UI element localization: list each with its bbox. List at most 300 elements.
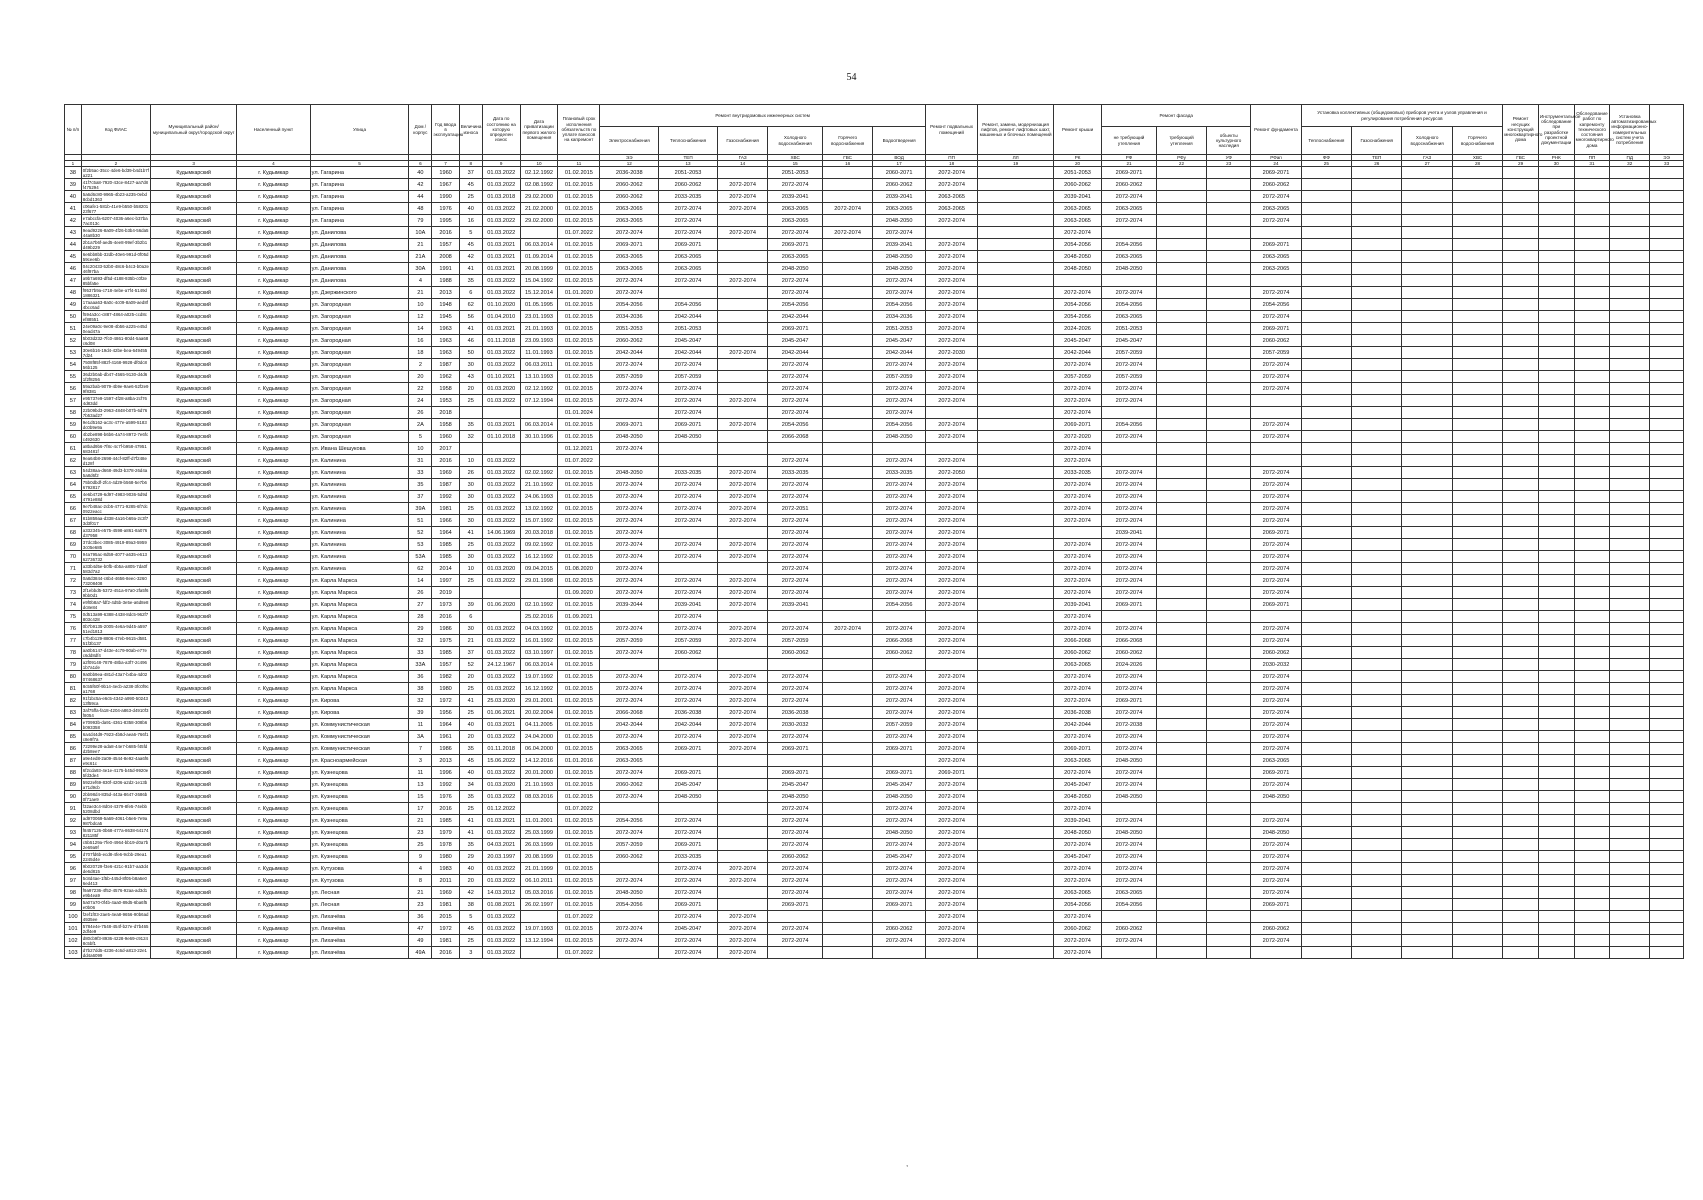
- cell-lift: [978, 587, 1054, 599]
- cell-num: 82: [65, 695, 82, 707]
- cell-x5: [1650, 947, 1684, 959]
- cell-tep: 2072-2074: [659, 731, 718, 743]
- cell-m4: [1452, 323, 1502, 335]
- cell-x5: [1650, 923, 1684, 935]
- cell-year: 1986: [432, 623, 459, 635]
- cell-rfap: [1207, 263, 1251, 275]
- cell-hvs: 2072-2074: [768, 731, 823, 743]
- header-extra-1: Ремонт несущих конструкций многоквартирного дома: [1503, 105, 1539, 155]
- table-row: [65, 263, 1684, 275]
- cell-rk: 2033-2035: [1053, 467, 1101, 479]
- cell-fias: 9e1d5162-ac3c-477e-a599-5183dc0b9e9a: [81, 419, 150, 431]
- cell-gvs: [822, 215, 872, 227]
- cell-m2: [1352, 407, 1402, 419]
- cell-d2: 20.03.2018: [520, 527, 558, 539]
- cell-x4: [1610, 923, 1650, 935]
- cell-m2: [1352, 815, 1402, 827]
- cell-hvs: 2063-2065: [768, 215, 823, 227]
- cell-d1: 01.03.2022: [482, 275, 520, 287]
- cell-rf: 2045-2047: [1102, 335, 1157, 347]
- cell-m2: [1352, 671, 1402, 683]
- cell-x3: [1574, 215, 1610, 227]
- table-row: [65, 719, 1684, 731]
- cell-street: ул. Карла Маркса: [310, 671, 409, 683]
- cell-pp: 2072-2074: [925, 647, 977, 659]
- cell-lift: [978, 167, 1054, 179]
- cell-d2: [520, 407, 558, 419]
- cell-d1: 01.03.2021: [482, 719, 520, 731]
- cell-fund: 2030-2032: [1251, 659, 1301, 671]
- cell-house: 36: [409, 911, 432, 923]
- cell-year: 1985: [432, 539, 459, 551]
- cell-pp: 2072-2074: [925, 587, 977, 599]
- cell-gaz: [717, 311, 767, 323]
- cell-gvs: [822, 167, 872, 179]
- cell-year: 1945: [432, 311, 459, 323]
- cell-mun: Кудымкарский: [151, 467, 237, 479]
- cell-pp: 2072-2074: [925, 239, 977, 251]
- cell-ee: [600, 659, 659, 671]
- cell-fund: 2063-2065: [1251, 251, 1301, 263]
- cell-m4: [1452, 563, 1502, 575]
- cell-fund: 2060-2062: [1251, 923, 1301, 935]
- cell-d2: 30.10.1996: [520, 431, 558, 443]
- cell-town: г. Кудымкар: [237, 539, 310, 551]
- cell-d1: 01.03.2022: [482, 179, 520, 191]
- cell-gaz: 2072-2074: [717, 623, 767, 635]
- cell-m3: [1402, 935, 1452, 947]
- cell-m4: [1452, 215, 1502, 227]
- cell-vod: 2072-2074: [873, 575, 926, 587]
- cell-d3: 01.02.2015: [558, 671, 600, 683]
- cell-d3: 01.02.2015: [558, 275, 600, 287]
- cell-x2: [1538, 515, 1574, 527]
- number-cell-6: 6: [409, 161, 432, 167]
- cell-pp: 2072-2074: [925, 707, 977, 719]
- cell-lift: [978, 191, 1054, 203]
- cell-pp: 2072-2074: [925, 575, 977, 587]
- number-cell-11: 11: [558, 161, 600, 167]
- cell-x2: [1538, 947, 1574, 959]
- cell-fias: a33b4d5e-b0fb-4b5a-a805-7da0f583d7a2: [81, 563, 150, 575]
- cell-m4: [1452, 707, 1502, 719]
- cell-rfap: [1207, 359, 1251, 371]
- cell-vod: 2069-2071: [873, 767, 926, 779]
- header-meter-hot-water: Горячего водоснабжения: [1452, 127, 1502, 155]
- cell-m1: [1301, 887, 1351, 899]
- cell-rfu: [1156, 191, 1206, 203]
- cell-d2: [520, 443, 558, 455]
- cell-mun: Кудымкарский: [151, 563, 237, 575]
- cell-gaz: 2072-2074: [717, 191, 767, 203]
- cell-hvs: 2063-2065: [768, 203, 823, 215]
- cell-num: 69: [65, 539, 82, 551]
- cell-rfu: [1156, 203, 1206, 215]
- cell-rf: 2057-2059: [1102, 347, 1157, 359]
- cell-lift: [978, 539, 1054, 551]
- cell-m2: [1352, 851, 1402, 863]
- cell-fias: f9537b9a-c718-4ebe-a7f4-5149d1886321: [81, 287, 150, 299]
- cell-d1: 01.03.2020: [482, 563, 520, 575]
- cell-rfu: [1156, 923, 1206, 935]
- cell-m3: [1402, 791, 1452, 803]
- cell-town: г. Кудымкар: [237, 323, 310, 335]
- cell-x4: [1610, 167, 1650, 179]
- cell-town: г. Кудымкар: [237, 503, 310, 515]
- cell-m4: [1452, 719, 1502, 731]
- cell-vod: [873, 611, 926, 623]
- number-cell-22: 22: [1156, 161, 1206, 167]
- cell-house: 38: [409, 683, 432, 695]
- cell-wear: 21: [459, 635, 482, 647]
- cell-year: 1988: [432, 275, 459, 287]
- cell-rf: 2072-2074: [1102, 767, 1157, 779]
- cell-x4: [1610, 599, 1650, 611]
- cell-gaz: [717, 383, 767, 395]
- cell-d2: 24.06.1993: [520, 491, 558, 503]
- cell-tep: 2072-2074: [659, 827, 718, 839]
- cell-town: г. Кудымкар: [237, 947, 310, 959]
- cell-m4: [1452, 491, 1502, 503]
- cell-rfu: [1156, 383, 1206, 395]
- cell-rk: 2072-2074: [1053, 287, 1101, 299]
- cell-rfap: [1207, 767, 1251, 779]
- cell-rf: 2072-2074: [1102, 551, 1157, 563]
- cell-rfu: [1156, 719, 1206, 731]
- cell-rfap: [1207, 563, 1251, 575]
- cell-x2: [1538, 443, 1574, 455]
- cell-house: 14: [409, 323, 432, 335]
- cell-x2: [1538, 683, 1574, 695]
- cell-fias: f2ef1f03-2ae5-4ea8-9656-90b6ad4935ee: [81, 911, 150, 923]
- header-date-privatization: Дата приватизации первого жилого помещения: [520, 105, 558, 155]
- code-cell-17: ВОД: [873, 155, 926, 161]
- cell-d2: 15.12.2014: [520, 287, 558, 299]
- cell-year: 1992: [432, 491, 459, 503]
- cell-x2: [1538, 815, 1574, 827]
- cell-gaz: [717, 803, 767, 815]
- cell-d2: 05.03.2016: [520, 887, 558, 899]
- cell-wear: 29: [459, 851, 482, 863]
- cell-fund: 2048-2050: [1251, 791, 1301, 803]
- cell-year: 1963: [432, 323, 459, 335]
- cell-x2: [1538, 647, 1574, 659]
- cell-x4: [1610, 623, 1650, 635]
- cell-x3: [1574, 647, 1610, 659]
- cell-lift: [978, 515, 1054, 527]
- table-row: [65, 911, 1684, 923]
- cell-d3: 01.02.2015: [558, 791, 600, 803]
- table-row: [65, 899, 1684, 911]
- cell-rfap: [1207, 395, 1251, 407]
- cell-x1: [1503, 911, 1539, 923]
- cell-rf: 2072-2074: [1102, 839, 1157, 851]
- cell-tep: 2069-2071: [659, 839, 718, 851]
- cell-year: 1987: [432, 359, 459, 371]
- cell-pp: [925, 947, 977, 959]
- cell-m1: [1301, 743, 1351, 755]
- cell-gaz: [717, 299, 767, 311]
- cell-d3: 01.02.2015: [558, 863, 600, 875]
- table-row: [65, 347, 1684, 359]
- cell-m3: [1402, 479, 1452, 491]
- cell-street: ул. Лихачёва: [310, 935, 409, 947]
- cell-fias: 5c8d4ae-1f5b-445d-8f05-b8a6e06ed413: [81, 875, 150, 887]
- cell-m4: [1452, 551, 1502, 563]
- cell-pp: 2072-2074: [925, 263, 977, 275]
- cell-mun: Кудымкарский: [151, 743, 237, 755]
- code-cell-31: ПП: [1574, 155, 1610, 161]
- cell-x4: [1610, 671, 1650, 683]
- cell-fund: 2072-2074: [1251, 623, 1301, 635]
- cell-year: 1957: [432, 239, 459, 251]
- cell-x3: [1574, 767, 1610, 779]
- table-row: [65, 827, 1684, 839]
- cell-gaz: [717, 431, 767, 443]
- cell-hvs: 2072-2074: [768, 515, 823, 527]
- cell-wear: 42: [459, 251, 482, 263]
- cell-mun: Кудымкарский: [151, 551, 237, 563]
- header-meter-cold-water: Холодного водоснабжения: [1402, 127, 1452, 155]
- cell-house: 10: [409, 299, 432, 311]
- cell-street: ул. Кузнецова: [310, 767, 409, 779]
- cell-house: 48: [409, 203, 432, 215]
- cell-house: 15: [409, 791, 432, 803]
- cell-rk: 2072-2074: [1053, 611, 1101, 623]
- table-row: [65, 491, 1684, 503]
- cell-year: 2013: [432, 755, 459, 767]
- cell-rfap: [1207, 743, 1251, 755]
- number-cell-30: 30: [1538, 161, 1574, 167]
- cell-x5: [1650, 899, 1684, 911]
- cell-pp: 2072-2074: [925, 371, 977, 383]
- cell-street: ул. Лесная: [310, 899, 409, 911]
- cell-m2: [1352, 515, 1402, 527]
- cell-rfu: [1156, 431, 1206, 443]
- cell-fund: [1251, 275, 1301, 287]
- cell-m1: [1301, 191, 1351, 203]
- cell-mun: Кудымкарский: [151, 359, 237, 371]
- cell-m3: [1402, 179, 1452, 191]
- cell-pp: 2072-2074: [925, 311, 977, 323]
- table-row: [65, 887, 1684, 899]
- cell-street: ул. Кирова: [310, 707, 409, 719]
- cell-house: 40: [409, 167, 432, 179]
- cell-street: ул. Кузнецова: [310, 851, 409, 863]
- cell-house: 49: [409, 935, 432, 947]
- cell-m3: [1402, 923, 1452, 935]
- cell-m3: [1402, 647, 1452, 659]
- cell-rfap: [1207, 695, 1251, 707]
- cell-num: 95: [65, 851, 82, 863]
- cell-fias: 8c55f60f-9b14-4ecb-a238-3fc0f9ca1768: [82, 683, 149, 694]
- cell-wear: 10: [459, 563, 482, 575]
- cell-rfu: [1156, 647, 1206, 659]
- cell-x3: [1574, 611, 1610, 623]
- cell-tep: 2057-2059: [659, 371, 718, 383]
- cell-gvs: [822, 707, 872, 719]
- table-row: [65, 695, 1684, 707]
- cell-x1: [1503, 479, 1539, 491]
- cell-rfap: [1207, 311, 1251, 323]
- cell-d3: 01.02.2015: [558, 575, 600, 587]
- cell-town: г. Кудымкар: [237, 299, 310, 311]
- cell-x2: [1538, 755, 1574, 767]
- cell-lift: [978, 935, 1054, 947]
- cell-d2: 20.02.2004: [520, 707, 558, 719]
- cell-m4: [1452, 455, 1502, 467]
- cell-rfap: [1207, 599, 1251, 611]
- cell-x2: [1538, 803, 1574, 815]
- header-extra-5: [1650, 105, 1684, 155]
- cell-gaz: [717, 659, 767, 671]
- cell-x4: [1610, 491, 1650, 503]
- cell-gvs: 2072-2074: [822, 227, 872, 239]
- cell-fund: 2072-2074: [1251, 707, 1301, 719]
- cell-d3: 01.02.2015: [558, 383, 600, 395]
- cell-m4: [1452, 755, 1502, 767]
- cell-fund: 2072-2074: [1251, 851, 1301, 863]
- cell-d2: 23.01.1993: [520, 311, 558, 323]
- cell-d2: 13.02.1992: [520, 503, 558, 515]
- cell-house: 11: [409, 767, 432, 779]
- cell-street: ул. Загородная: [310, 347, 409, 359]
- cell-rk: 2042-2044: [1053, 347, 1101, 359]
- cell-x3: [1574, 539, 1610, 551]
- header-foundation: Ремонт фундамента: [1251, 105, 1301, 155]
- cell-mun: Кудымкарский: [151, 683, 237, 695]
- cell-lift: [978, 719, 1054, 731]
- cell-hvs: 2072-2074: [768, 287, 823, 299]
- cell-x4: [1610, 515, 1650, 527]
- cell-x5: [1650, 707, 1684, 719]
- code-cell-13: ТЕП: [659, 155, 718, 161]
- cell-pp: 2072-2074: [925, 383, 977, 395]
- cell-gvs: [822, 731, 872, 743]
- cell-tep: 2072-2074: [659, 587, 718, 599]
- cell-rk: 2072-2074: [1053, 803, 1101, 815]
- cell-rfu: [1156, 263, 1206, 275]
- cell-x1: [1503, 623, 1539, 635]
- cell-m4: [1452, 239, 1502, 251]
- cell-x2: [1538, 851, 1574, 863]
- cell-gvs: [822, 191, 872, 203]
- cell-gaz: 2072-2074: [717, 551, 767, 563]
- cell-vod: 2072-2074: [873, 875, 926, 887]
- cell-x2: [1538, 203, 1574, 215]
- cell-fias: e95737e9-1597-4f28-a8ba-2cf764d83dd: [81, 395, 150, 407]
- cell-year: 1958: [432, 383, 459, 395]
- cell-m1: [1301, 467, 1351, 479]
- cell-pp: 2072-2074: [925, 275, 977, 287]
- cell-rf: 2072-2074: [1102, 383, 1157, 395]
- cell-gaz: [717, 527, 767, 539]
- cell-x5: [1650, 827, 1684, 839]
- table-row: [65, 635, 1684, 647]
- cell-rfu: [1156, 599, 1206, 611]
- cell-year: 1972: [432, 695, 459, 707]
- cell-x4: [1610, 779, 1650, 791]
- cell-ee: 2072-2074: [600, 731, 659, 743]
- cell-x5: [1650, 803, 1684, 815]
- cell-mun: Кудымкарский: [151, 755, 237, 767]
- cell-wear: 26: [459, 467, 482, 479]
- cell-m4: [1452, 695, 1502, 707]
- cell-lift: [978, 755, 1054, 767]
- cell-d2: [520, 227, 558, 239]
- cell-pp: 2072-2074: [925, 215, 977, 227]
- cell-lift: [978, 527, 1054, 539]
- cell-rk: 2063-2065: [1053, 755, 1101, 767]
- cell-d2: 08.03.2016: [520, 791, 558, 803]
- cell-x1: [1503, 755, 1539, 767]
- cell-rf: 2060-2062: [1102, 179, 1157, 191]
- cell-town: г. Кудымкар: [237, 731, 310, 743]
- number-cell-15: 15: [768, 161, 823, 167]
- cell-rk: 2024-2026: [1053, 323, 1101, 335]
- cell-street: ул. Данилова: [310, 227, 409, 239]
- table-row: [65, 683, 1684, 695]
- cell-x1: [1503, 311, 1539, 323]
- cell-gvs: [822, 911, 872, 923]
- cell-pp: 2072-2074: [925, 839, 977, 851]
- cell-tep: 2072-2074: [659, 935, 718, 947]
- number-cell-5: 5: [310, 161, 409, 167]
- cell-tep: [659, 455, 718, 467]
- cell-rfu: [1156, 527, 1206, 539]
- cell-x5: [1650, 227, 1684, 239]
- cell-m1: [1301, 851, 1351, 863]
- cell-num: 78: [65, 647, 82, 659]
- table-row: [65, 575, 1684, 587]
- cell-ee: 2063-2065: [600, 251, 659, 263]
- cell-rf: 2072-2074: [1102, 287, 1157, 299]
- cell-m1: [1301, 323, 1351, 335]
- cell-gvs: [822, 599, 872, 611]
- cell-tep: 2063-2065: [659, 263, 718, 275]
- cell-d1: 01.06.2020: [482, 599, 520, 611]
- cell-m1: [1301, 623, 1351, 635]
- cell-hvs: 2072-2074: [768, 371, 823, 383]
- cell-fias: 37dc3bec-3085-4919-89a3-59593c05e685: [81, 539, 150, 551]
- cell-pp: 2072-2074: [925, 503, 977, 515]
- cell-street: ул. Коммунистическая: [310, 719, 409, 731]
- cell-x2: [1538, 395, 1574, 407]
- cell-fias: 75b0dbdf-2fc4-4d29-b568-5e7b66792817: [81, 479, 150, 491]
- cell-town: г. Кудымкар: [237, 911, 310, 923]
- cell-hvs: 2051-2053: [768, 167, 823, 179]
- header-extra-3: Обследование работ по капремонту технического состояния многоквартирного дома: [1574, 105, 1610, 155]
- cell-x5: [1650, 599, 1684, 611]
- cell-m1: [1301, 947, 1351, 959]
- cell-num: 97: [65, 875, 82, 887]
- cell-x2: [1538, 347, 1574, 359]
- cell-d2: 21.02.2000: [520, 203, 558, 215]
- cell-house: 2: [409, 359, 432, 371]
- cell-fias: c7b4b129-8806-47eb-9615-d58151f3b137: [81, 635, 150, 647]
- cell-x1: [1503, 539, 1539, 551]
- cell-lift: [978, 347, 1054, 359]
- cell-d1: 14.03.2012: [482, 887, 520, 899]
- cell-num: 71: [65, 563, 82, 575]
- cell-m2: [1352, 947, 1402, 959]
- cell-x5: [1650, 767, 1684, 779]
- cell-house: 26: [409, 407, 432, 419]
- cell-num: 62: [65, 455, 82, 467]
- cell-m3: [1402, 323, 1452, 335]
- cell-vod: 2048-2050: [873, 827, 926, 839]
- cell-gvs: [822, 659, 872, 671]
